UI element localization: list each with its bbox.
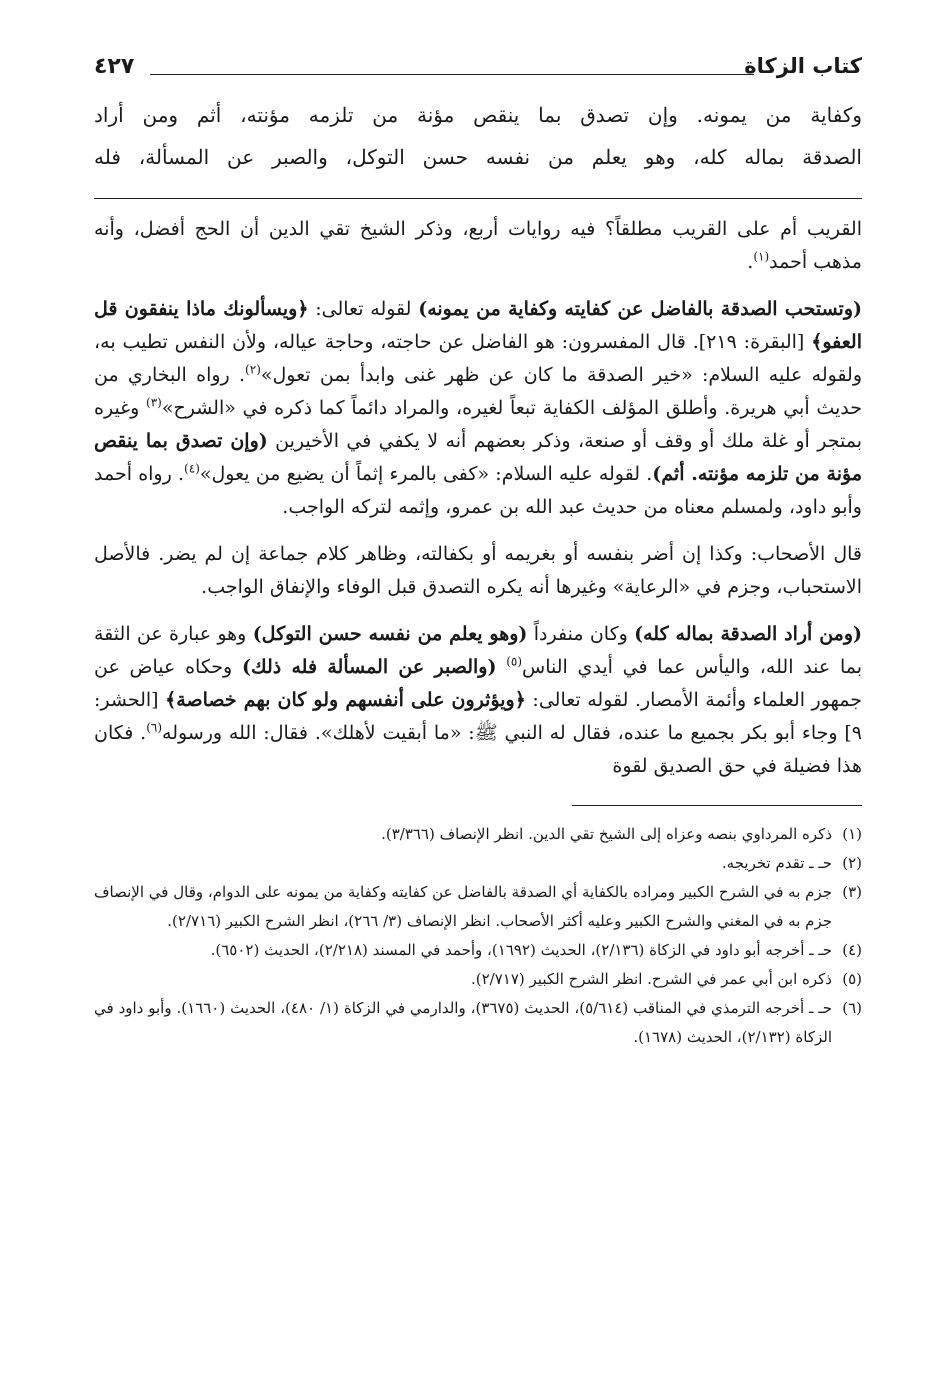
matn-line: وكفاية من يمونه. وإن تصدق بما ينقص مؤنة من تلزمه مؤنته، أثم ومن أراد	[94, 103, 862, 127]
footnote-text: جزم به في الشرح الكبير ومراده بالكفاية أي الصدقة بالفاضل عن كفايته وكفاية من يمونه على الدوام، وقال في الإنصاف جزم به في المغني والشرح الكبير وعليه أكثر الأصحاب. انظر الإنصاف (٣/ ٢٦٦)، انظر الشرح الكبير (٢/٧١٦).	[94, 883, 832, 930]
footnotes	[94, 820, 862, 1052]
commentary	[94, 213, 862, 783]
footnote-text: ذكره المرداوي بنصه وعزاه إلى الشيخ تقي الدين. انظر الإنصاف (٣/٣٦٦).	[381, 825, 832, 843]
text-run: وكان منفرداً	[527, 623, 635, 645]
text-run: القريب أم على القريب مطلقاً؟ فيه روايات أربع، وذكر الشيخ تقي الدين أن الحج أفضل، وأنه مذهب أحمد	[94, 218, 862, 273]
footnote-text: حـ ـ أخرجه أبو داود في الزكاة (٢/١٣٦)، الحديث (١٦٩٢)، وأحمد في المسند (٢/٢١٨)، الحديث (٦٥٠٢).	[210, 941, 832, 959]
chapter-title: كتاب الزكاة	[744, 54, 862, 78]
matn-line: الصدقة بماله كله، وهو يعلم من نفسه حسن التوكل، والصبر عن المسألة، فله	[94, 145, 862, 169]
footnote-ref: (٥)	[506, 654, 523, 669]
text-run: وغيره بمتجر أو غلة ملك أو وقف أو صنعة، وذكر بعضهم أنه لا يكفي في الأخيرين	[94, 397, 862, 452]
commentary-paragraph	[94, 213, 862, 279]
text-run: [الحشر: ٩] وجاء أبو بكر بجميع ما عنده، فقال له النبي ﷺ: «ما أبقيت لأهلك». فقال: الله ورسوله	[94, 689, 862, 744]
footnote-number: (٥)	[842, 970, 862, 988]
commentary-paragraph	[94, 618, 862, 783]
footnote-text: ذكره ابن أبي عمر في الشرح. انظر الشرح الكبير (٢/٧١٧).	[470, 970, 832, 988]
text-run: لقوله تعالى:	[308, 298, 419, 320]
text-run: . رواه أحمد وأبو داود، ولمسلم معناه من حديث عبد الله بن عمرو، وإثمه لتركه الواجب.	[94, 463, 862, 518]
matn-quote: (ومن أراد الصدقة بماله كله)	[634, 623, 863, 645]
commentary-paragraph	[94, 293, 862, 524]
text-run: . لقوله عليه السلام: «كفى بالمرء إثماً أن يضيع من يعول»	[199, 463, 653, 485]
footnote-number: (٦)	[842, 999, 862, 1017]
footnote-ref: (٣)	[146, 395, 162, 410]
quran-quote: ﴿ويؤثرون على أنفسهم ولو كان بهم خصاصة﴾	[165, 689, 526, 711]
footnote-item	[94, 936, 862, 965]
footnote-ref: (١)	[753, 249, 770, 264]
matn-quote: (والصبر عن المسألة فله ذلك)	[241, 656, 497, 678]
footnote-number: (١)	[842, 825, 862, 843]
footnote-item	[94, 820, 862, 849]
commentary-paragraph: قال الأصحاب: وكذا إن أضر بنفسه أو بغريمه أو بكفالته، وظاهر كلام جماعة إن لم يضر. فالأصل الاستحباب، وجزم في «الرعاية» وغيرها أنه يكره التصدق قبل الوفاء والإنفاق الواجب.	[94, 543, 862, 598]
matn-quote: (وهو يعلم من نفسه حسن التوكل)	[252, 623, 528, 645]
footnote-number: (٢)	[842, 854, 862, 872]
text-run: . رواه البخاري من حديث أبي هريرة. وأطلق المؤلف الكفاية تبعاً لغيره، والمراد دائماً كما ذكره في «الشرح»	[94, 364, 862, 419]
text-run: وحكاه عياض عن جمهور العلماء وأئمة الأمصار. لقوله تعالى:	[94, 656, 862, 711]
matn-text	[94, 94, 862, 178]
book-page	[94, 40, 862, 1052]
footnote-number: (٤)	[842, 941, 862, 959]
footnote-item	[94, 878, 862, 936]
header-rule	[150, 74, 754, 75]
text-run: [البقرة: ٢١٩]. قال المفسرون: هو الفاضل عن حاجته، وحاجة عياله، ولأن النفس تطيب به، ولقوله عليه السلام: «خير الصدقة ما كان عن ظهر غنى وابدأ بمن تعول»	[94, 331, 862, 386]
footnote-item	[94, 965, 862, 994]
footnote-item	[94, 849, 862, 878]
text-run: وهو عبارة عن الثقة بما عند الله، واليأس عما في أيدي الناس	[94, 623, 863, 678]
text-run: .	[747, 251, 754, 273]
quran-quote: ﴿ويسألونك ماذا ينفقون قل العفو﴾	[94, 298, 862, 353]
footnote-text: حـ ـ تقدم تخريجه.	[721, 854, 832, 872]
footnote-ref: (٢)	[245, 362, 261, 377]
footnote-text: حـ ـ أخرجه الترمذي في المناقب (٥/٦١٤)، الحديث (٣٦٧٥)، والدارمي في الزكاة (١/ ٤٨٠)، الحديث (١٦٦٠). وأبو داود في الزكاة (٢/١٣٢)، الحديث (١٦٧٨).	[94, 999, 832, 1046]
page-number: ٤٢٧	[94, 54, 135, 79]
footnote-ref: (٦)	[146, 720, 163, 735]
matn-quote: (وتستحب الصدقة بالفاضل عن كفايته وكفاية من يمونه)	[418, 298, 862, 320]
footnote-item	[94, 994, 862, 1052]
footnote-number: (٣)	[842, 883, 862, 901]
text-run: . فكان هذا فضيلة في حق الصديق لقوة	[94, 722, 862, 777]
text-run	[496, 656, 506, 678]
footnote-ref: (٤)	[184, 461, 200, 476]
footnote-separator	[572, 805, 862, 806]
running-header	[94, 40, 862, 78]
matn-quote: (وإن تصدق بما ينقص مؤنة من تلزمه مؤنته. أثم)	[94, 430, 862, 485]
matn-separator	[94, 198, 862, 199]
